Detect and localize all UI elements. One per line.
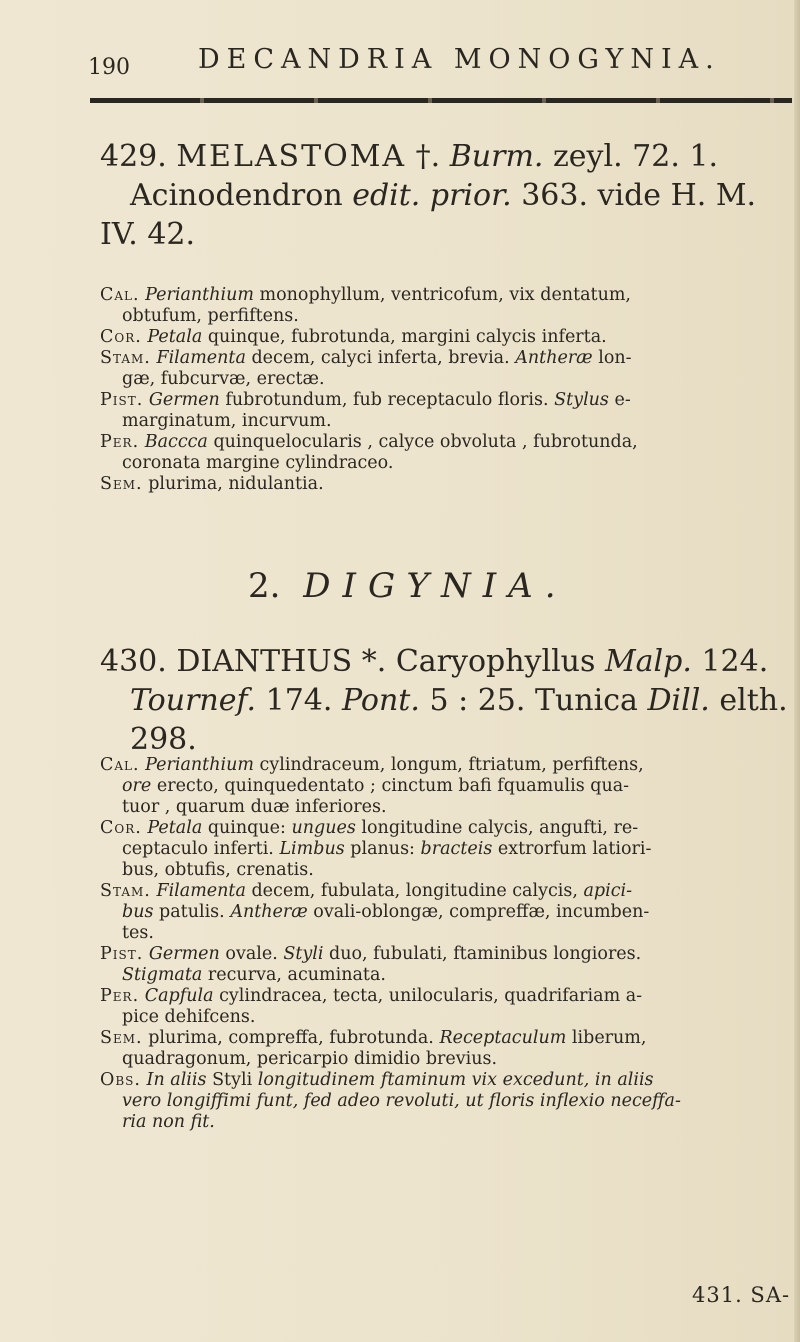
desc-line: pice dehifcens. xyxy=(122,1007,256,1027)
desc-line: marginatum, incurvum. xyxy=(122,411,332,431)
desc-line: Cor. Petala quinque: ungues longitudine calycis, angufti, re- xyxy=(100,818,639,838)
reference-author: Tournef. xyxy=(130,683,257,718)
genus-mark: †. xyxy=(415,139,441,174)
desc-line: tuor , quarum duæ inferiores. xyxy=(122,797,387,817)
desc-line: ria non fit. xyxy=(122,1112,215,1132)
desc-line: obtufum, perfiftens. xyxy=(122,306,299,326)
catchword: 431. SA- xyxy=(692,1283,791,1307)
synonym: Acinodendron xyxy=(130,178,343,213)
desc-line: Stigmata recurva, acuminata. xyxy=(122,965,386,985)
reference-text: 363. vide H. M. xyxy=(521,178,757,213)
desc-line: Cal. Perianthium cylindraceum, longum, ftriatum, perfiftens, xyxy=(100,755,644,775)
reference-text: zeyl. 72. 1. xyxy=(552,139,719,174)
desc-line: Stam. Filamenta decem, fubulata, longitudine calycis, apici- xyxy=(100,881,633,901)
genus-429-title xyxy=(100,137,756,254)
reference-text: 5 : 25. Tunica xyxy=(429,683,638,718)
genus-name: DIANTHUS xyxy=(176,644,353,679)
reference-text: 174. xyxy=(265,683,333,718)
desc-line: gæ, fubcurvæ, erectæ. xyxy=(122,369,325,389)
desc-line: Obs. In aliis Styli longitudinem ftaminum vix excedunt, in aliis xyxy=(100,1070,654,1090)
genus-number: 430. xyxy=(100,644,167,679)
header-rule xyxy=(90,98,792,103)
desc-line: Stam. Filamenta decem, calyci inferta, brevia. Antheræ lon- xyxy=(100,348,632,368)
desc-line: Pist. Germen fubrotundum, fub receptaculo floris. Stylus e- xyxy=(100,390,631,410)
genus-mark: *. xyxy=(361,644,387,679)
section-number: 2. xyxy=(248,566,281,606)
desc-line: ceptaculo inferti. Limbus planus: bracteis extrorfum latiori- xyxy=(122,839,652,859)
desc-line: Cal. Perianthium monophyllum, ventricofum, vix dentatum, xyxy=(100,285,631,305)
desc-line: coronata margine cylindraceo. xyxy=(122,453,394,473)
desc-line: vero longiffimi funt, fed adeo revoluti, ut floris inflexio neceffa- xyxy=(122,1091,681,1111)
genus-429-line2 xyxy=(100,176,756,215)
genus-430-line2 xyxy=(100,681,788,720)
desc-line: quadragonum, pericarpio dimidio brevius. xyxy=(122,1049,498,1069)
genus-430-title xyxy=(100,642,788,759)
desc-line: bus, obtufis, crenatis. xyxy=(122,860,314,880)
genus-number: 429. xyxy=(100,139,167,174)
section-heading xyxy=(248,566,568,606)
genus-430-line1 xyxy=(100,642,788,681)
reference-edition: edit. prior. xyxy=(352,178,512,213)
genus-430-description xyxy=(100,755,681,1133)
page-number: 190 xyxy=(88,55,130,80)
desc-line: ore erecto, quinquedentato ; cinctum bafi fquamulis qua- xyxy=(122,776,630,796)
genus-429-description xyxy=(100,285,638,495)
desc-line: Per. Capfula cylindracea, tecta, unilocularis, quadrifariam a- xyxy=(100,986,643,1006)
genus-name: MELASTOMA xyxy=(176,139,407,174)
reference-text: elth. xyxy=(719,683,788,718)
genus-430-line3: 298. xyxy=(130,722,197,757)
desc-line: tes. xyxy=(122,923,154,943)
desc-line: bus patulis. Antheræ ovali-oblongæ, compreffæ, incumben- xyxy=(122,902,650,922)
desc-line: Cor. Petala quinque, fubrotunda, margini calycis inferta. xyxy=(100,327,607,347)
reference-author: Pont. xyxy=(341,683,420,718)
section-title: DIGYNIA. xyxy=(303,566,568,606)
desc-line: Sem. plurima, nidulantia. xyxy=(100,474,324,494)
reference-author: Burm. xyxy=(449,139,544,174)
reference-author: Malp. xyxy=(604,644,692,679)
running-head: DECANDRIA MONOGYNIA. xyxy=(198,44,721,75)
page-edge xyxy=(794,0,800,1342)
genus-429-line1 xyxy=(100,137,756,176)
desc-line: Pist. Germen ovale. Styli duo, fubulati, ftaminibus longiores. xyxy=(100,944,642,964)
genus-429-line3: IV. 42. xyxy=(100,217,196,252)
reference-text: 124. xyxy=(701,644,769,679)
desc-line: Per. Baccca quinquelocularis , calyce obvoluta , fubrotunda, xyxy=(100,432,638,452)
reference-author: Dill. xyxy=(647,683,710,718)
synonym: Caryophyllus xyxy=(395,644,596,679)
desc-line: Sem. plurima, compreffa, fubrotunda. Receptaculum liberum, xyxy=(100,1028,647,1048)
